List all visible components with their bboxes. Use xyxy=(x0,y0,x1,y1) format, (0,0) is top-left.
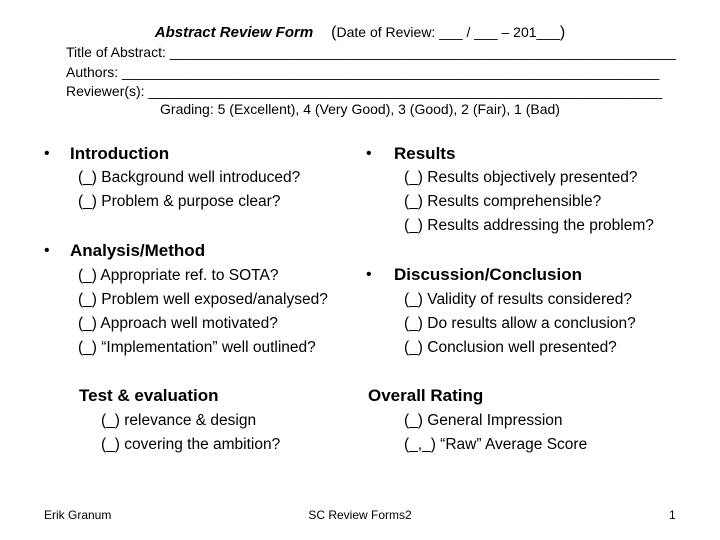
item-covering-ambition: (_) covering the ambition? xyxy=(101,436,281,453)
heading-introduction: Introduction xyxy=(70,144,170,163)
bullet-results: • xyxy=(366,145,372,162)
bullet-analysis: • xyxy=(44,242,50,259)
item-relevance: (_) relevance & design xyxy=(101,412,257,429)
heading-discussion-conclusion: Discussion/Conclusion xyxy=(394,265,582,284)
item-allow-conclusion: (_) Do results allow a conclusion? xyxy=(404,315,636,332)
item-problem-purpose: (_) Problem & purpose clear? xyxy=(78,193,281,210)
item-results-addressing: (_) Results addressing the problem? xyxy=(404,217,654,234)
item-problem-exposed: (_) Problem well exposed/analysed? xyxy=(78,291,328,308)
form-header xyxy=(0,22,720,43)
footer-title: SC Review Forms2 xyxy=(308,508,412,522)
item-raw-average: (_,_) “Raw” Average Score xyxy=(404,436,588,453)
heading-test-evaluation: Test & evaluation xyxy=(79,386,219,405)
title-line xyxy=(0,22,720,43)
heading-overall-rating: Overall Rating xyxy=(368,386,484,405)
form-title: Abstract Review Form xyxy=(154,24,314,41)
item-results-comprehensible: (_) Results comprehensible? xyxy=(404,193,602,210)
date-open-paren: ( xyxy=(331,24,337,41)
item-implementation: (_) “Implementation” well outlined? xyxy=(78,339,316,356)
item-general-impression: (_) General Impression xyxy=(404,412,563,429)
footer-author: Erik Granum xyxy=(44,508,112,522)
heading-results: Results xyxy=(394,144,456,163)
item-results-objective: (_) Results objectively presented? xyxy=(404,169,638,186)
date-close-paren: ) xyxy=(559,24,566,41)
bullet-discussion: • xyxy=(366,266,372,283)
authors-field: Authors: _____________________________________________________________________ xyxy=(66,64,660,80)
footer-page-number: 1 xyxy=(669,508,676,522)
bullet-introduction: • xyxy=(44,145,50,162)
item-validity: (_) Validity of results considered? xyxy=(404,291,633,308)
item-approach: (_) Approach well motivated? xyxy=(78,315,278,332)
item-background: (_) Background well introduced? xyxy=(78,169,301,186)
title-of-abstract-field: Title of Abstract: _________________________________________________________________ xyxy=(66,44,676,60)
reviewers-field: Reviewer(s): __________________________________________________________________ xyxy=(66,83,663,99)
heading-analysis-method: Analysis/Method xyxy=(70,241,206,260)
date-of-review: Date of Review: ___ / ___ – 201___ xyxy=(336,24,560,40)
item-sota: (_) Appropriate ref. to SOTA? xyxy=(78,267,279,284)
grading-scale: Grading: 5 (Excellent), 4 (Very Good), 3 (Good), 2 (Fair), 1 (Bad) xyxy=(160,101,560,117)
item-conclusion-presented: (_) Conclusion well presented? xyxy=(404,339,617,356)
